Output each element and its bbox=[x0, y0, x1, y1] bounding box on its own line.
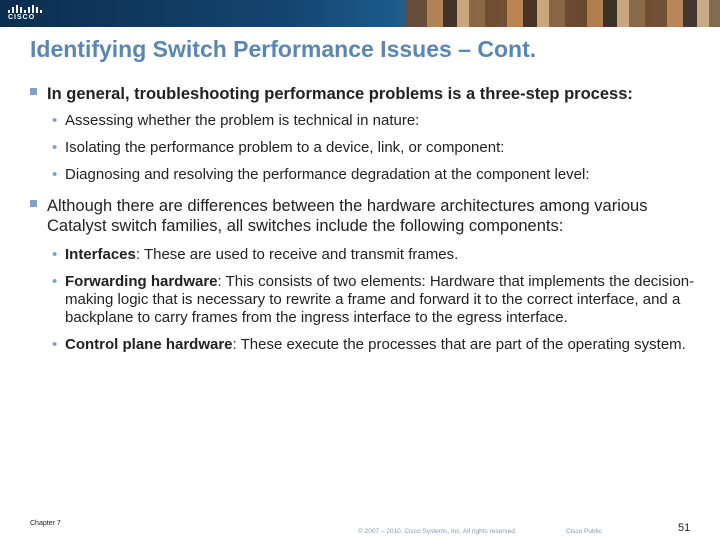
sub-bullet-term: Interfaces bbox=[65, 246, 136, 263]
sub-bullet-2-3 bbox=[30, 336, 700, 354]
header-banner bbox=[0, 0, 720, 27]
banner-photo-strip bbox=[405, 0, 720, 27]
sub-bullet-desc: : This consists of two elements: Hardware that implements the decision-making logic that is necessary to rewrite a frame and forward it to the correct interface, and a backplane to carry frames from the ingress interface to the egress interface. bbox=[65, 273, 695, 326]
dot-bullet-icon: • bbox=[52, 166, 58, 183]
sub-bullet-desc: : These execute the processes that are part of the operating system. bbox=[232, 336, 686, 353]
sub-bullet-term: Forwarding hardware bbox=[65, 273, 218, 290]
dot-bullet-icon: • bbox=[52, 139, 58, 156]
footer-classification: Cisco Public bbox=[566, 528, 602, 535]
sub-bullet-2-2 bbox=[30, 273, 700, 327]
footer-chapter: Chapter 7 bbox=[30, 520, 61, 527]
bullet-2-text: Although there are differences between the hardware architectures among various Catalyst switch families, all switches include the following components: bbox=[47, 197, 648, 235]
dot-bullet-icon: • bbox=[52, 246, 58, 263]
cisco-logo bbox=[8, 5, 42, 23]
sub-bullet-desc: : These are used to receive and transmit frames. bbox=[135, 246, 459, 263]
bullet-2 bbox=[30, 196, 700, 236]
footer-copyright: © 2007 – 2010, Cisco Systems, Inc. All rights reserved. bbox=[358, 528, 517, 535]
logo-text: CISCO bbox=[8, 14, 36, 21]
slide-title: Identifying Switch Performance Issues – Cont. bbox=[30, 36, 537, 62]
sub-bullet-text: Diagnosing and resolving the performance degradation at the component level: bbox=[65, 166, 590, 183]
sub-bullet-term: Control plane hardware bbox=[65, 336, 233, 353]
dot-bullet-icon: • bbox=[52, 112, 58, 129]
bullet-1 bbox=[30, 84, 700, 104]
sub-bullet-text: Assessing whether the problem is technical in nature: bbox=[65, 112, 420, 129]
sub-bullet-1-3 bbox=[30, 166, 700, 184]
footer-page-number: 51 bbox=[678, 522, 691, 534]
dot-bullet-icon: • bbox=[52, 336, 58, 353]
sub-bullet-2-1 bbox=[30, 246, 700, 264]
sub-bullet-1-1 bbox=[30, 112, 700, 130]
slide-content bbox=[30, 84, 700, 363]
square-bullet-icon bbox=[30, 200, 37, 207]
sub-bullet-1-2 bbox=[30, 139, 700, 157]
sub-bullet-text: Isolating the performance problem to a device, link, or component: bbox=[65, 139, 505, 156]
dot-bullet-icon: • bbox=[52, 273, 58, 290]
bullet-1-text: In general, troubleshooting performance problems is a three-step process: bbox=[47, 85, 633, 103]
square-bullet-icon bbox=[30, 88, 37, 95]
